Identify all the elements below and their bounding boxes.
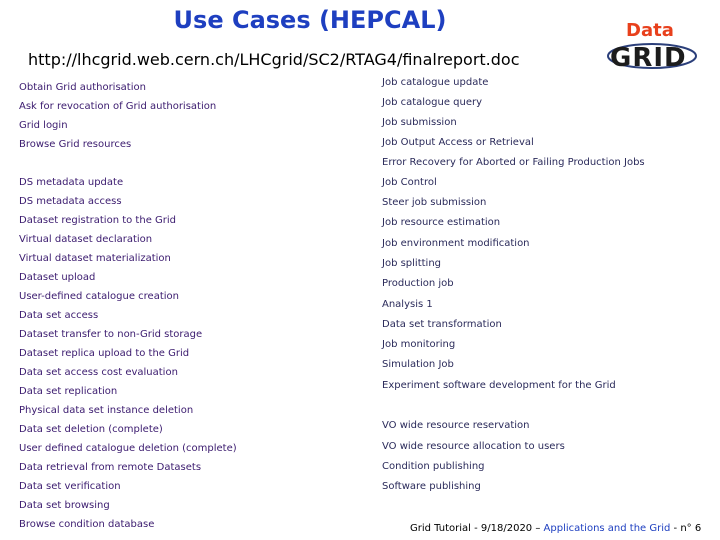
left-item: Dataset transfer to non-Grid storage (19, 329, 203, 340)
right-item: Simulation Job (382, 359, 454, 370)
left-item: Dataset upload (19, 272, 96, 283)
right-item: Data set transformation (382, 319, 502, 330)
datagrid-logo (604, 18, 704, 72)
left-item: Data set access (19, 310, 99, 321)
footer-suffix: - n° 6 (670, 523, 702, 534)
right-item: Job resource estimation (382, 217, 501, 228)
left-item: Data set replication (19, 386, 118, 397)
footer-accent: Applications and the Grid (543, 523, 671, 534)
right-item: Job environment modification (382, 238, 530, 249)
right-item: Software publishing (382, 481, 481, 492)
left-item: DS metadata access (19, 196, 122, 207)
source-url: http://lhcgrid.web.cern.ch/LHCgrid/SC2/RTAG4/finalreport.doc (28, 50, 520, 69)
right-item: Experiment software development for the Grid (382, 380, 616, 391)
right-item: Job submission (382, 117, 457, 128)
left-item: Dataset replica upload to the Grid (19, 348, 190, 359)
right-item: VO wide resource reservation (382, 420, 530, 431)
right-item: Production job (382, 278, 454, 289)
left-item: Ask for revocation of Grid authorisation (19, 101, 217, 112)
right-item: Condition publishing (382, 461, 485, 472)
left-item: Virtual dataset materialization (19, 253, 171, 264)
right-item: Job Output Access or Retrieval (382, 137, 534, 148)
footer-prefix: Grid Tutorial - 9/18/2020 – (410, 523, 544, 534)
left-item: Grid login (19, 120, 68, 131)
left-item: Browse condition database (19, 519, 155, 530)
logo-bottom-text: GRID (610, 43, 687, 72)
right-item: Job splitting (382, 258, 442, 269)
left-item: User defined catalogue deletion (complete) (19, 443, 237, 454)
right-item: Error Recovery for Aborted or Failing Production Jobs (382, 157, 645, 168)
footer (410, 523, 701, 534)
left-item: User-defined catalogue creation (19, 291, 179, 302)
logo-top-text: Data (626, 20, 674, 41)
right-item: Analysis 1 (382, 299, 433, 310)
right-item: Job catalogue query (382, 97, 483, 108)
left-item: Browse Grid resources (19, 139, 132, 150)
left-item: Obtain Grid authorisation (19, 82, 146, 93)
right-item: Steer job submission (382, 197, 487, 208)
left-item: Data set deletion (complete) (19, 424, 163, 435)
left-item: Data set verification (19, 481, 121, 492)
left-item: Data set access cost evaluation (19, 367, 178, 378)
right-item: VO wide resource allocation to users (382, 441, 565, 452)
right-item: Job monitoring (382, 339, 456, 350)
left-item: Virtual dataset declaration (19, 234, 153, 245)
right-item: Job Control (382, 177, 437, 188)
left-item: Data retrieval from remote Datasets (19, 462, 202, 473)
left-item: Physical data set instance deletion (19, 405, 194, 416)
left-item: Dataset registration to the Grid (19, 215, 177, 226)
page-title: Use Cases (HEPCAL) (173, 6, 447, 34)
left-item: DS metadata update (19, 177, 124, 188)
right-item: Job catalogue update (382, 77, 489, 88)
left-item: Data set browsing (19, 500, 110, 511)
